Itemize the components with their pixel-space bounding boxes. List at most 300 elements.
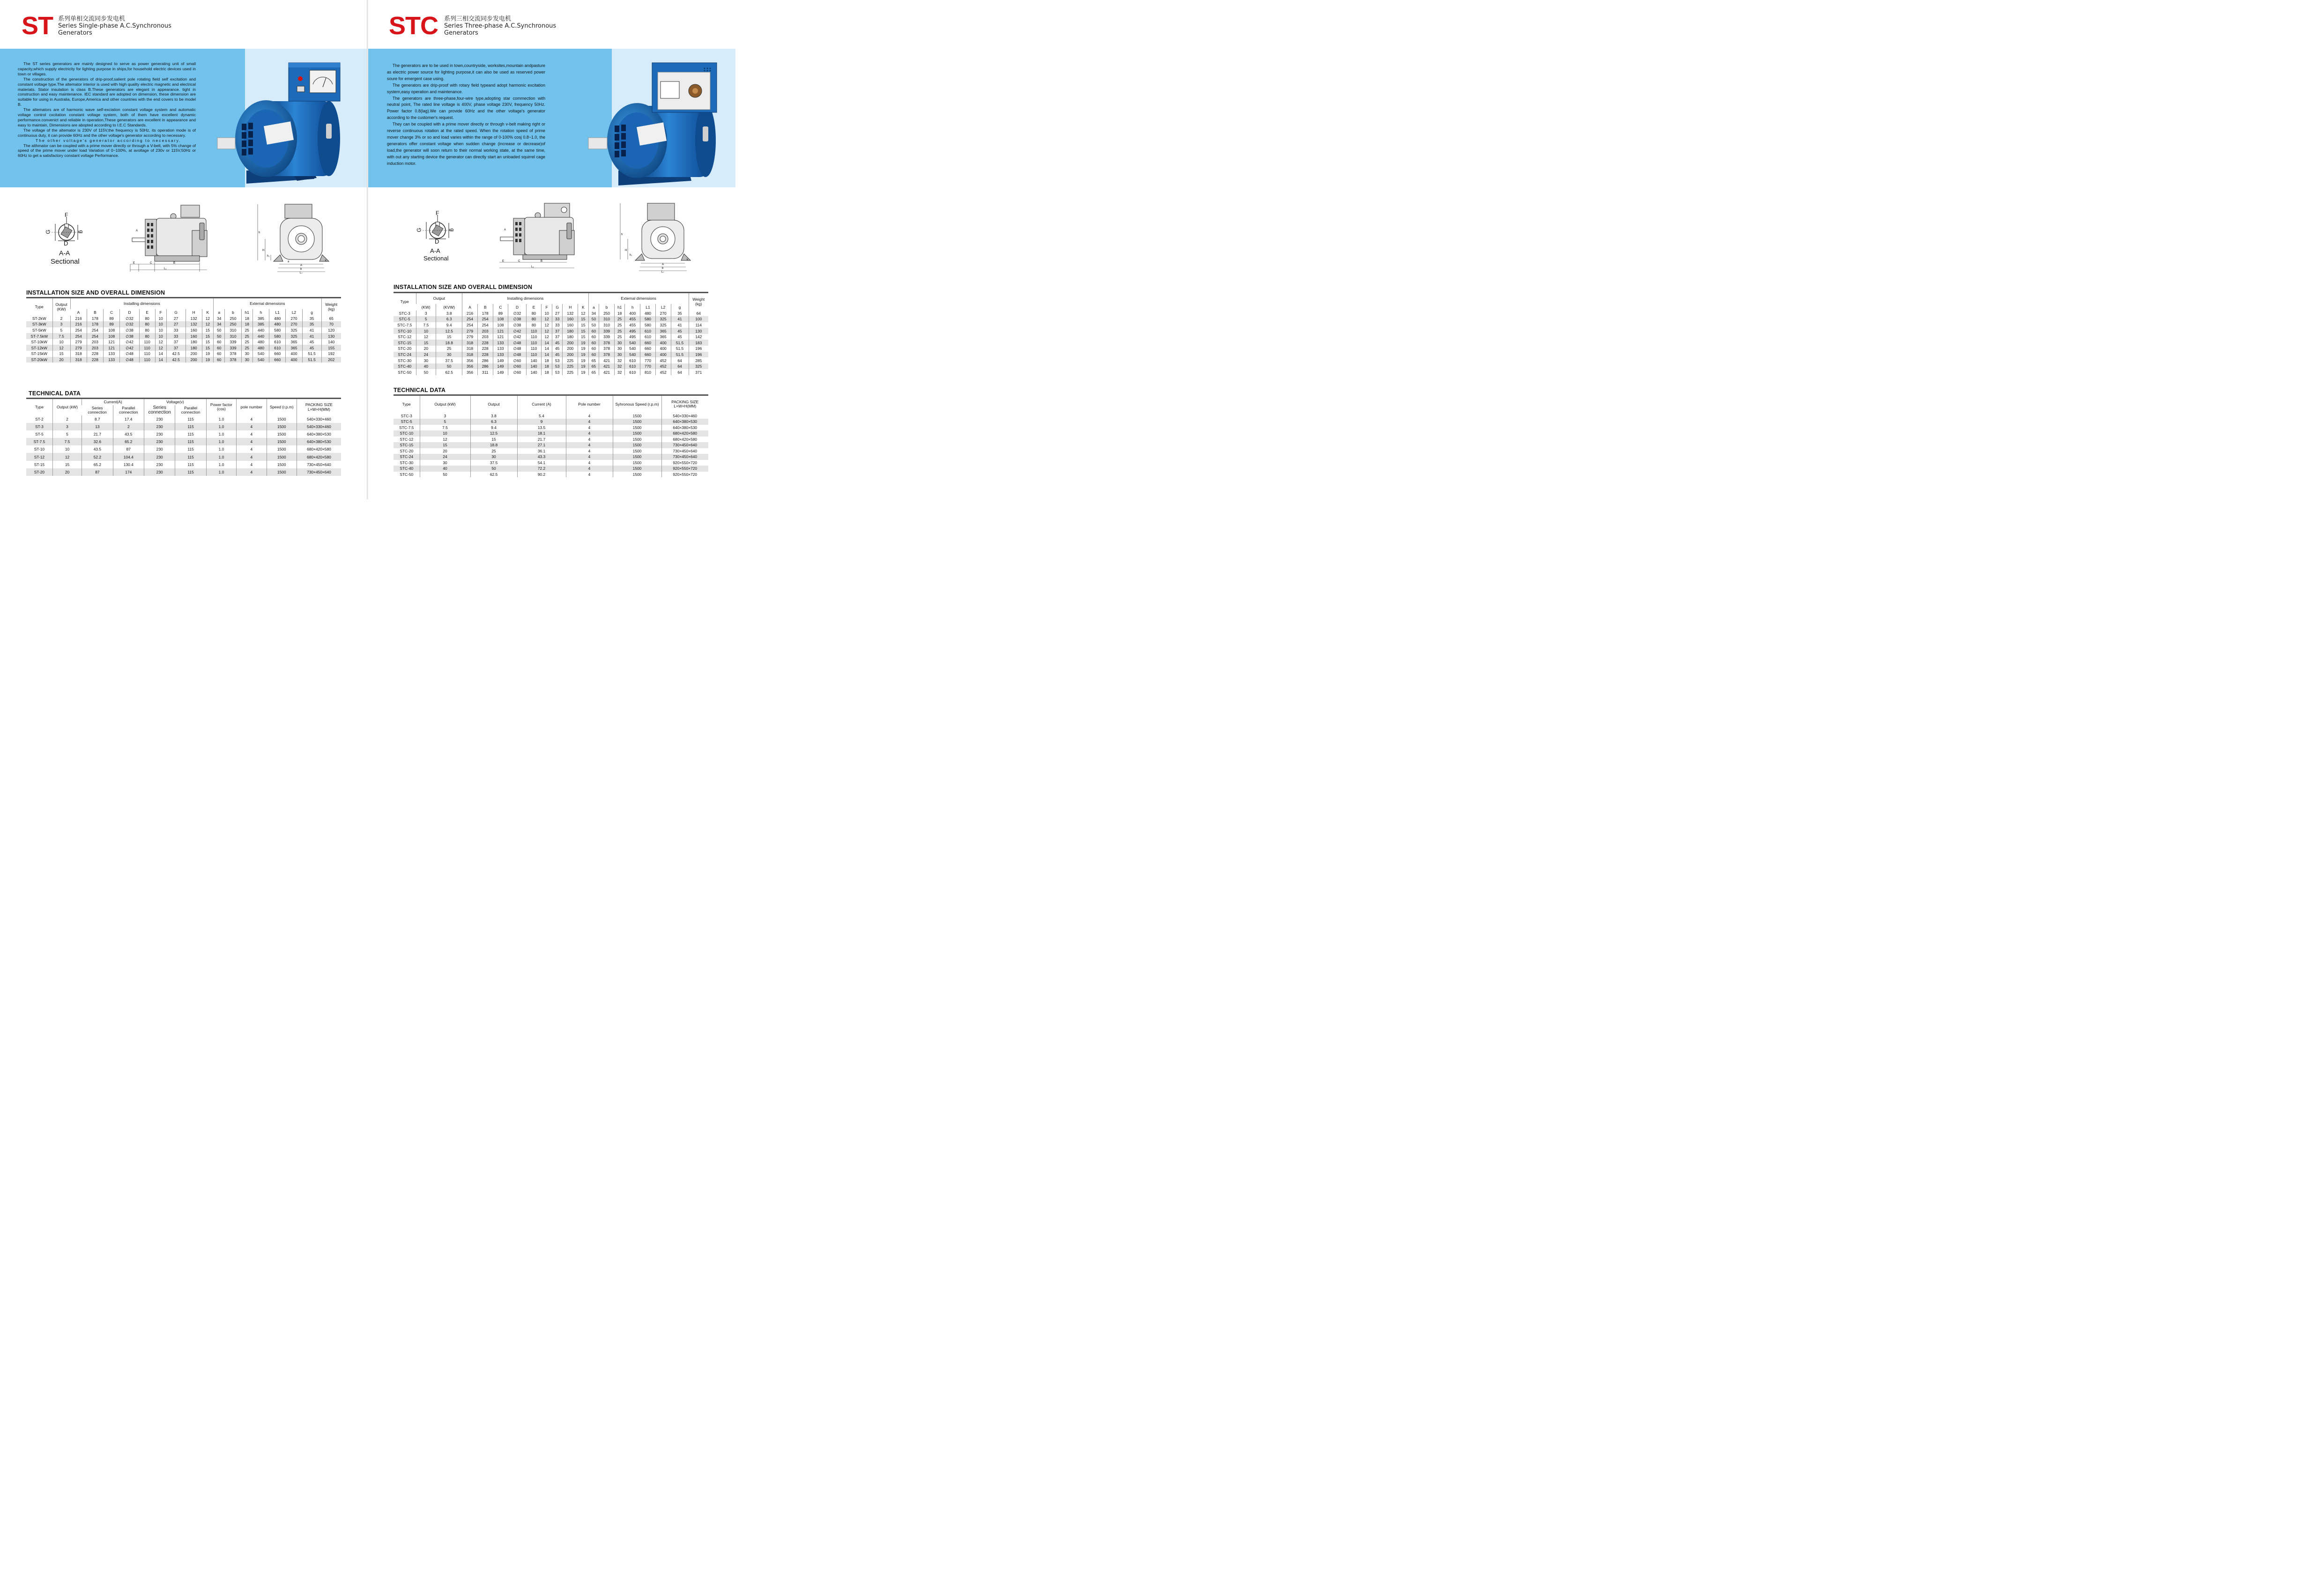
table-cell: 25 — [614, 322, 625, 328]
table-cell: 610 — [625, 357, 640, 363]
table-cell: 1500 — [613, 437, 661, 443]
table-cell: 108 — [493, 322, 508, 328]
table-cell: 50 — [470, 466, 517, 472]
table-cell: 19 — [578, 352, 589, 358]
table-cell: 1500 — [613, 442, 661, 448]
table-cell: 4 — [566, 425, 613, 431]
table-row — [26, 321, 341, 327]
installing-col: A — [462, 304, 478, 311]
col-output: Output (KW) — [52, 298, 70, 316]
table-cell: 18.8 — [436, 340, 462, 346]
table-cell: 660 — [269, 351, 286, 357]
external-col: h1 — [241, 309, 252, 316]
table-cell: 34 — [214, 321, 225, 327]
table-cell: 178 — [87, 321, 103, 327]
table-cell: 385 — [252, 316, 269, 322]
table-row — [26, 468, 341, 476]
table-cell: 286 — [477, 363, 493, 370]
table-cell: ST-7.5kW — [26, 333, 52, 339]
table-cell: 115 — [175, 461, 206, 468]
table-cell: 41 — [302, 327, 321, 333]
table-cell: 230 — [144, 430, 175, 438]
table-cell: ST-15 — [34, 462, 45, 467]
table-row — [26, 415, 341, 423]
table-cell: 80 — [139, 333, 155, 339]
table-cell: 15 — [202, 339, 213, 345]
table-cell: 1.0 — [206, 445, 236, 453]
table-cell: 365 — [655, 334, 671, 340]
stc-install-table — [394, 292, 708, 375]
installing-col: G — [166, 309, 186, 316]
dim-A-label: A — [300, 264, 303, 267]
table-cell: 4 — [237, 461, 267, 468]
st-generator-photo — [214, 58, 354, 187]
table-cell: 1500 — [267, 453, 297, 460]
r-dim-k-label: k — [687, 259, 688, 261]
table-cell: 34 — [214, 316, 225, 322]
table-cell: 60 — [214, 345, 225, 351]
table-cell: 440 — [252, 327, 269, 333]
table-cell: 318 — [462, 352, 478, 358]
table-cell: 160 — [563, 322, 578, 328]
install-subheader — [26, 309, 341, 316]
table-cell: 216 — [70, 321, 87, 327]
table-cell: 9.4 — [436, 322, 462, 328]
table-cell: 65 — [588, 369, 599, 375]
right-install-title: INSTALLATION SIZE AND OVERALL DIMENSION — [394, 284, 533, 290]
table-cell: 25 — [241, 333, 252, 339]
table-cell: 89 — [104, 321, 120, 327]
table-cell: 53 — [552, 357, 563, 363]
table-cell: 17.4 — [113, 415, 144, 423]
table-row — [394, 316, 708, 322]
table-cell: 90.2 — [517, 472, 566, 478]
right-title-cn: 系列三相交流同步发电机 — [444, 15, 512, 22]
table-cell: 108 — [493, 316, 508, 322]
table-cell: 385 — [252, 321, 269, 327]
table-cell: 480 — [269, 316, 286, 322]
table-row — [26, 461, 341, 468]
table-cell: 15 — [436, 334, 462, 340]
table-cell: 1500 — [613, 413, 661, 419]
table-cell: 51.5 — [671, 346, 689, 352]
table-cell: 180 — [186, 339, 202, 345]
table-cell: 149 — [493, 357, 508, 363]
table-cell: 2 — [52, 415, 82, 423]
table-cell: 50 — [214, 333, 225, 339]
r-sectional-small-g-label: g — [449, 228, 456, 232]
table-cell: 30 — [614, 346, 625, 352]
table-cell: 18 — [241, 321, 252, 327]
table-cell: 50 — [588, 316, 599, 322]
table-cell: 1500 — [613, 430, 661, 437]
table-row — [394, 311, 708, 317]
installing-col: K — [578, 304, 589, 311]
table-cell: 25 — [241, 339, 252, 345]
table-cell: ∅38 — [120, 327, 139, 333]
table-cell: 200 — [563, 352, 578, 358]
table-cell: 40 — [416, 363, 436, 370]
table-cell: STC-5 — [394, 419, 420, 425]
table-cell: 192 — [321, 351, 341, 357]
installing-col: A — [70, 309, 87, 316]
table-row — [26, 333, 341, 339]
stc-front-view-drawing — [617, 202, 696, 273]
table-cell: 421 — [599, 357, 615, 363]
table-cell: 730×450×640 — [661, 454, 708, 460]
table-cell: 225 — [563, 357, 578, 363]
table-cell: 10 — [52, 339, 70, 345]
table-cell: 378 — [599, 340, 615, 346]
table-cell: 610 — [640, 328, 656, 334]
dim-b-label: b — [300, 268, 302, 271]
col-type: Type — [26, 298, 52, 316]
table-cell: 1500 — [267, 438, 297, 445]
table-cell: 115 — [175, 438, 206, 445]
table-cell: 64 — [671, 363, 689, 370]
table-cell: ST-5kW — [32, 327, 46, 333]
r-dim-b-small-label: b — [662, 267, 664, 270]
table-cell: STC-15 — [394, 442, 420, 448]
table-cell: 452 — [655, 369, 671, 375]
table-cell: 12 — [202, 321, 213, 327]
table-cell: 1.0 — [206, 438, 236, 445]
left-sectional-drawing — [45, 213, 88, 268]
table-cell: 12 — [420, 437, 470, 443]
r-sectional-aa-label: A-A — [430, 247, 440, 254]
r-dim-H-label: H — [625, 249, 627, 252]
table-cell: 254 — [87, 327, 103, 333]
table-cell: 230 — [144, 415, 175, 423]
tech-col-pole: pole number — [237, 399, 267, 415]
table-cell: 30 — [241, 351, 252, 357]
table-cell: 140 — [526, 369, 542, 375]
table-cell: STC-5 — [394, 316, 416, 322]
table-cell: 140 — [526, 363, 542, 370]
table-cell: 180 — [186, 345, 202, 351]
table-cell: 54.1 — [517, 460, 566, 466]
table-row — [394, 413, 708, 419]
table-cell: 12 — [155, 345, 166, 351]
table-cell: 121 — [104, 339, 120, 345]
table-cell: ∅48 — [508, 352, 526, 358]
table-cell: 254 — [477, 316, 493, 322]
right-intro-text — [387, 63, 545, 167]
table-cell: 203 — [87, 339, 103, 345]
table-cell: 8.7 — [82, 415, 113, 423]
table-cell: 5.4 — [517, 413, 566, 419]
table-cell: 1500 — [613, 460, 661, 466]
table-cell: 1500 — [267, 445, 297, 453]
table-cell: 254 — [70, 327, 87, 333]
r-group-installing: Installing dimensions — [462, 293, 588, 304]
table-row — [26, 316, 341, 322]
table-cell: 203 — [477, 328, 493, 334]
table-cell: 65.2 — [113, 438, 144, 445]
r-col-weight: Weight (kg) — [689, 293, 708, 311]
r-dim-a-label: A — [504, 229, 506, 231]
installing-col: D — [508, 304, 526, 311]
table-cell: 12 — [416, 334, 436, 340]
table-row — [394, 454, 708, 460]
table-cell: 5 — [420, 419, 470, 425]
left-intro-p2: The construction of the generators of drip-proof,salient pole rotating field self excitation and constant voltage type.The altemator interior is used with high quality electric magnetic and electrical materiats. Stator insulation is class B.These generators are elegant in appearance. tight in construction and easy maintenance. IEC standard are adopted on dimension, these dimension are suitable for using in Australia, Europe,America and other countries with the end covers to be model B. — [18, 76, 196, 107]
left-title-en: Series Single-phase A.C.Synchronous — [58, 22, 171, 30]
table-cell: 770 — [640, 357, 656, 363]
right-page — [368, 0, 735, 499]
table-cell: ST-20 — [26, 468, 52, 476]
table-cell: 1500 — [267, 461, 297, 468]
table-cell: 18 — [241, 316, 252, 322]
table-cell: 132 — [186, 321, 202, 327]
left-intro-p3: The altemators are of harmonic wave self-exciation constant voltage system and automatic voltage control cxcitation constant voltage system, both of them have excellent dynamic performance.convenict and reliable in operation,These generators are excellent in appearance and easy to maintain, Dimensions are abopted according to I.E.C Standards. — [18, 107, 196, 127]
table-cell: 230 — [144, 438, 175, 445]
table-cell: STC-24 — [394, 352, 416, 358]
table-cell: 228 — [87, 351, 103, 357]
table-row — [394, 437, 708, 443]
table-cell: 33 — [166, 333, 186, 339]
table-cell: 6.3 — [436, 316, 462, 322]
table-cell: 30 — [470, 454, 517, 460]
table-cell: 60 — [588, 352, 599, 358]
table-cell: ∅48 — [508, 346, 526, 352]
table-cell: 318 — [70, 357, 87, 363]
table-cell: 4 — [566, 466, 613, 472]
table-cell: 65.2 — [82, 461, 113, 468]
table-cell: 37 — [552, 328, 563, 334]
col-weight: Weight (kg) — [321, 298, 341, 316]
table-cell: 80 — [139, 327, 155, 333]
table-row — [394, 363, 708, 370]
external-col: h1 — [614, 304, 625, 311]
external-col: L1 — [640, 304, 656, 311]
table-cell: ST-7.5 — [26, 438, 52, 445]
table-cell: 203 — [477, 334, 493, 340]
right-intro-p1: The generators are to be used in town,countryside, worksites,mountain andpasture as electric power source for lighting purpose,it can also be used as reserved power soure for emergent case using. — [387, 63, 545, 81]
table-cell: 133 — [493, 340, 508, 346]
table-cell: 660 — [640, 346, 656, 352]
tech-parallel-voltage: Parallel connection — [175, 405, 206, 415]
table-cell: 183 — [689, 340, 708, 346]
table-cell: 25 — [614, 328, 625, 334]
table-cell: 452 — [655, 357, 671, 363]
external-col: g — [671, 304, 689, 311]
st-front-view-drawing — [255, 203, 334, 274]
table-cell: 121 — [493, 334, 508, 340]
installing-col: H — [186, 309, 202, 316]
table-row — [394, 425, 708, 431]
table-cell: 640×380×530 — [297, 438, 341, 445]
table-cell: 4 — [566, 437, 613, 443]
table-cell: 4 — [237, 430, 267, 438]
dim-a-small-label: a — [288, 260, 290, 263]
table-cell: ∅42 — [508, 328, 526, 334]
table-cell: 325 — [286, 333, 302, 339]
table-cell: 30 — [614, 352, 625, 358]
table-cell: 1.0 — [206, 423, 236, 430]
external-col: h — [625, 304, 640, 311]
table-cell: 32 — [614, 363, 625, 370]
table-cell: 53 — [552, 363, 563, 370]
table-cell: 4 — [237, 438, 267, 445]
table-cell: 110 — [139, 345, 155, 351]
table-cell: 1500 — [267, 468, 297, 476]
table-cell: 310 — [225, 333, 241, 339]
table-cell: 378 — [225, 357, 241, 363]
table-cell: 50 — [436, 363, 462, 370]
table-cell: 18.8 — [470, 442, 517, 448]
table-cell: 495 — [625, 334, 640, 340]
table-cell: 339 — [599, 328, 615, 334]
table-cell: 480 — [252, 339, 269, 345]
table-cell: 254 — [87, 333, 103, 339]
table-cell: 110 — [526, 328, 542, 334]
sectional-aa-label: A-A — [59, 249, 70, 257]
table-cell: 10 — [420, 430, 470, 437]
table-cell: 310 — [599, 322, 615, 328]
r-dim-h-label: h — [621, 233, 623, 236]
table-cell: 5 — [52, 327, 70, 333]
table-cell: 200 — [563, 340, 578, 346]
table-cell: 1500 — [267, 415, 297, 423]
table-cell: 318 — [70, 351, 87, 357]
table-cell: 51.5 — [302, 351, 321, 357]
table-cell: 378 — [599, 352, 615, 358]
table-cell: 480 — [252, 345, 269, 351]
table-cell: 45 — [552, 340, 563, 346]
r-dim-l1-label: L₁ — [531, 266, 534, 268]
table-cell: 41 — [671, 322, 689, 328]
table-cell: 10 — [155, 333, 166, 339]
table-cell: 540 — [252, 357, 269, 363]
table-cell: STC-20 — [400, 448, 414, 453]
table-cell: 455 — [625, 316, 640, 322]
table-cell: 680×420×580 — [661, 430, 708, 437]
table-cell: 115 — [175, 423, 206, 430]
table-row — [26, 430, 341, 438]
table-cell: 371 — [689, 369, 708, 375]
table-cell: 285 — [689, 357, 708, 363]
table-cell: 640×380×530 — [297, 430, 341, 438]
table-cell: 15 — [202, 333, 213, 339]
table-cell: 640×380×530 — [661, 419, 708, 425]
tech-col-pf: Power factor (cos) — [206, 399, 236, 415]
external-col: h — [252, 309, 269, 316]
left-title — [58, 15, 171, 37]
table-cell: 115 — [175, 445, 206, 453]
table-cell: 80 — [526, 322, 542, 328]
table-cell: 64 — [671, 369, 689, 375]
installing-col: E — [139, 309, 155, 316]
table-cell: 37 — [552, 334, 563, 340]
external-col: a — [214, 309, 225, 316]
left-install-title: INSTALLATION SIZE AND OVERALL DIMENSION — [26, 289, 165, 296]
table-cell: 13 — [82, 423, 113, 430]
table-cell: 50 — [416, 369, 436, 375]
table-cell: 480 — [640, 311, 656, 317]
table-row — [26, 345, 341, 351]
tech-parallel-current: Parallel connection — [113, 405, 144, 415]
table-cell: 42.5 — [166, 351, 186, 357]
table-cell: 120 — [321, 327, 341, 333]
table-cell: 10 — [155, 321, 166, 327]
table-cell: 115 — [175, 430, 206, 438]
table-cell: 18.1 — [517, 430, 566, 437]
table-cell: 325 — [689, 363, 708, 370]
table-cell: 160 — [563, 316, 578, 322]
table-cell: 10 — [52, 445, 82, 453]
table-cell: 5 — [52, 430, 82, 438]
table-cell: 810 — [640, 369, 656, 375]
table-cell: 35 — [671, 311, 689, 317]
table-row — [394, 460, 708, 466]
tech-col-type: Type — [26, 399, 52, 415]
installing-col: C — [493, 304, 508, 311]
table-cell: 14 — [542, 352, 552, 358]
table-cell: 24 — [416, 352, 436, 358]
table-cell: ST-20kW — [26, 357, 52, 363]
table-cell: 62.5 — [470, 472, 517, 478]
table-cell: 495 — [625, 328, 640, 334]
table-cell: 27 — [552, 311, 563, 317]
table-cell: 254 — [462, 322, 478, 328]
table-cell: 24 — [420, 454, 470, 460]
table-cell: 1.0 — [206, 415, 236, 423]
table-cell: 640×380×530 — [661, 425, 708, 431]
table-cell: 133 — [104, 357, 120, 363]
table-cell: 3 — [416, 311, 436, 317]
right-sectional-drawing — [416, 211, 459, 265]
table-cell: 15 — [416, 340, 436, 346]
table-cell: 339 — [225, 345, 241, 351]
external-col: b — [225, 309, 241, 316]
table-cell: 1500 — [613, 454, 661, 460]
table-cell: 10 — [416, 328, 436, 334]
table-cell: 19 — [578, 346, 589, 352]
table-cell: 18 — [614, 311, 625, 317]
table-cell: 27 — [166, 316, 186, 322]
installing-col: K — [202, 309, 213, 316]
table-cell: ∅32 — [120, 321, 139, 327]
table-cell: 540×330×460 — [297, 415, 341, 423]
table-cell: 580 — [269, 333, 286, 339]
right-header — [389, 12, 576, 40]
table-cell: ∅38 — [120, 333, 139, 339]
dim-b-label: B — [173, 262, 176, 265]
table-cell: 286 — [477, 357, 493, 363]
table-cell: 12 — [542, 316, 552, 322]
tech-col-output: Output (kW) — [52, 399, 82, 415]
table-cell: 378 — [225, 351, 241, 357]
table-row — [394, 340, 708, 346]
table-row — [394, 322, 708, 328]
table-cell: 35 — [302, 316, 321, 322]
table-cell: 30 — [436, 352, 462, 358]
table-cell: 108 — [104, 333, 120, 339]
r-tech-col-current: Current (A) — [517, 395, 566, 413]
table-cell: 920×550×720 — [661, 460, 708, 466]
table-cell: 19 — [578, 363, 589, 370]
table-cell: 50 — [214, 327, 225, 333]
table-cell: 50 — [420, 472, 470, 478]
table-cell: 1500 — [613, 472, 661, 478]
table-cell: ST-10 — [34, 447, 45, 452]
table-cell: 356 — [462, 357, 478, 363]
table-cell: 52.2 — [82, 453, 113, 460]
table-cell: 10 — [155, 327, 166, 333]
table-cell: 65 — [588, 363, 599, 370]
table-cell: 20 — [416, 346, 436, 352]
